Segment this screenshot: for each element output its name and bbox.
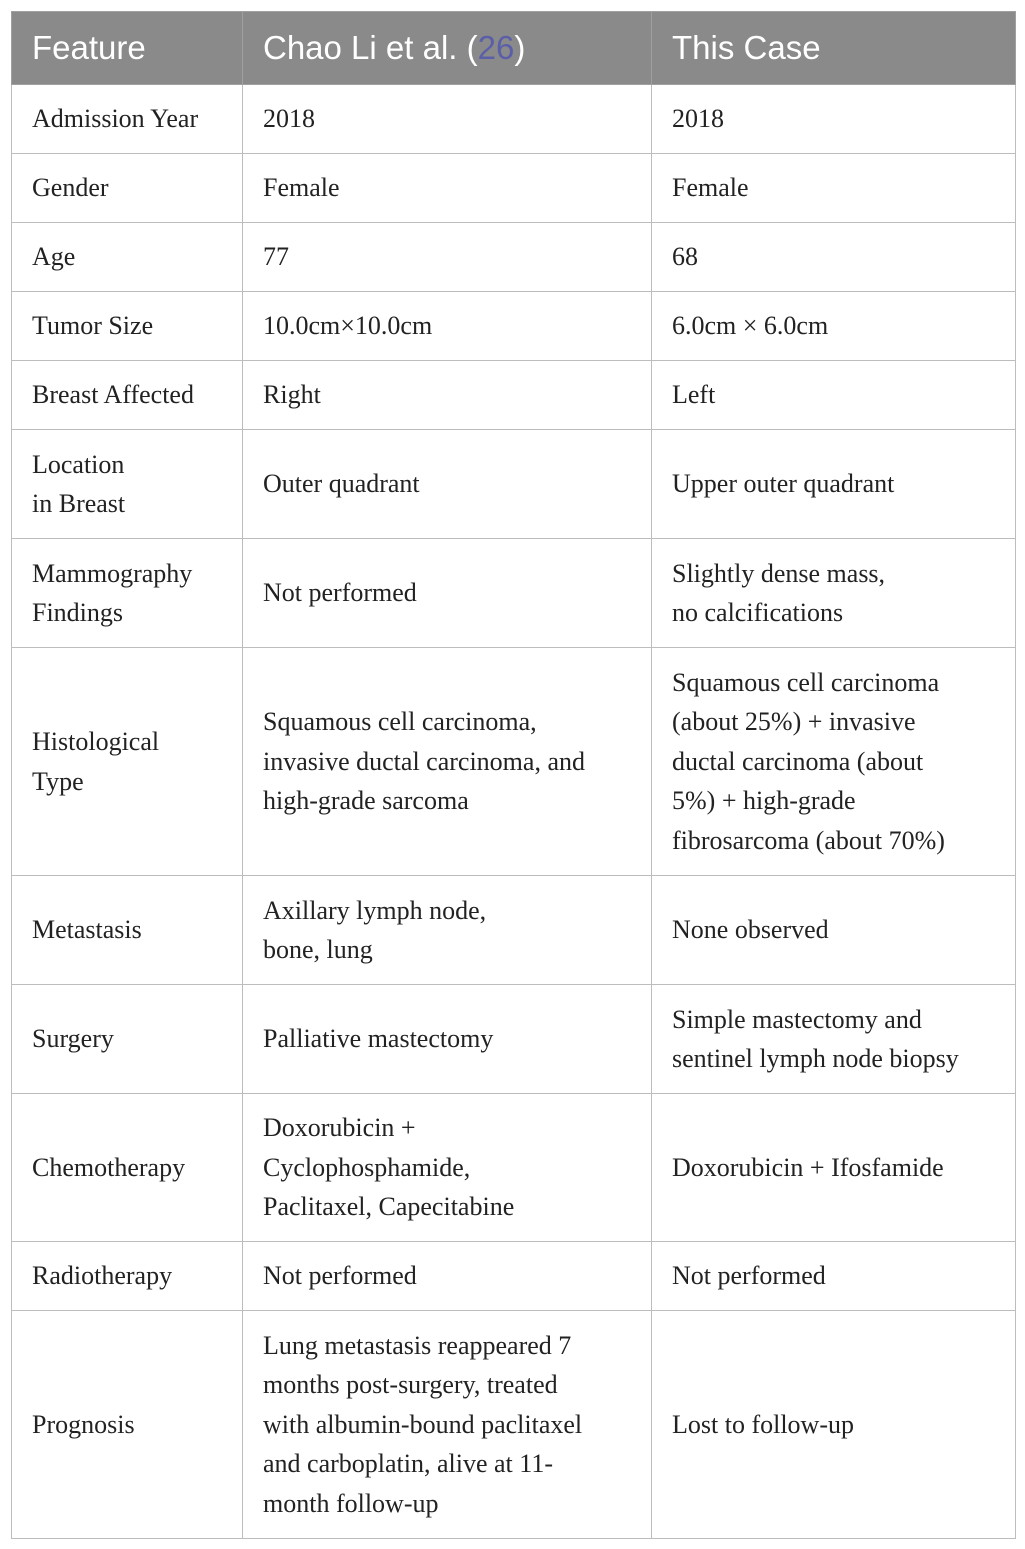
cell-text-line: Cyclophosphamide, (263, 1152, 471, 1182)
table-row (12, 85, 1016, 154)
cell-text-line: Chemotherapy (32, 1152, 186, 1182)
cell-text-line: Doxorubicin + Ifosfamide (672, 1152, 944, 1182)
cell-feature (12, 985, 243, 1094)
cell-text-line: Location (32, 449, 125, 479)
cell-text-line: month follow-up (263, 1488, 439, 1518)
cell-text-line: 68 (672, 242, 698, 272)
cell-feature (12, 1242, 243, 1311)
cell-text-line: 2018 (672, 104, 724, 134)
cell-feature (12, 1311, 243, 1539)
table-row (12, 292, 1016, 361)
cell-text-line: Findings (32, 598, 124, 627)
cell-text-line: 6.0cm × 6.0cm (672, 311, 829, 341)
cell-text-line: Squamous cell carcinoma (672, 667, 940, 697)
cell-feature (12, 292, 243, 361)
cell-text-line: sentinel lymph node biopsy (672, 1044, 959, 1073)
header-feature: Feature (12, 12, 243, 85)
cell-text-line: Metastasis (32, 915, 142, 945)
cell-text-line: Right (263, 380, 321, 410)
cell-text-line: fibrosarcoma (about 70%) (672, 825, 945, 855)
table-row (12, 648, 1016, 876)
cell-text-line: no calcifications (672, 598, 844, 627)
cell-text-line: Not performed (672, 1261, 826, 1291)
cell-text-line: high-grade sarcoma (263, 786, 469, 816)
table-row (12, 361, 1016, 430)
cell-text-line: with albumin-bound paclitaxel (263, 1409, 583, 1439)
cell-study (243, 648, 652, 876)
cell-feature (12, 1094, 243, 1242)
cell-text-line: Mammography (32, 558, 193, 588)
cell-text-line: Tumor Size (32, 311, 154, 341)
cell-text-line: months post-surgery, treated (263, 1370, 558, 1400)
cell-text-line: Left (672, 380, 716, 410)
cell-case (652, 1242, 1016, 1311)
table-row (12, 1094, 1016, 1242)
cell-feature (12, 876, 243, 985)
cell-text-line: Age (32, 242, 76, 272)
table-header-row (12, 12, 1016, 85)
cell-text-line: Radiotherapy (32, 1261, 173, 1291)
cell-text-line: 5%) + high-grade (672, 786, 856, 816)
cell-feature (12, 85, 243, 154)
cell-study (243, 430, 652, 539)
cell-text-line: None observed (672, 915, 829, 945)
comparison-table (11, 11, 1016, 1539)
cell-text-line: 77 (263, 242, 289, 272)
cell-study (243, 1311, 652, 1539)
cell-case (652, 1311, 1016, 1539)
cell-text-line: Female (263, 173, 340, 203)
cell-text-line: Upper outer quadrant (672, 469, 895, 499)
cell-study (243, 361, 652, 430)
cell-study (243, 223, 652, 292)
cell-feature (12, 223, 243, 292)
cell-text-line: invasive ductal carcinoma, and (263, 746, 585, 776)
table-row (12, 539, 1016, 648)
cell-study (243, 1242, 652, 1311)
cell-text-line: Histological (32, 727, 160, 756)
cell-text-line: Doxorubicin + (263, 1113, 416, 1143)
cell-text-line: Not performed (263, 578, 417, 608)
cell-text-line: Squamous cell carcinoma, (263, 707, 537, 737)
cell-case (652, 154, 1016, 223)
cell-feature (12, 430, 243, 539)
cell-case (652, 223, 1016, 292)
cell-text-line: Admission Year (32, 104, 199, 134)
cell-text-line: Slightly dense mass, (672, 558, 886, 588)
cell-case (652, 539, 1016, 648)
cell-text-line: Lost to follow-up (672, 1409, 854, 1439)
cell-study (243, 876, 652, 985)
cell-study (243, 154, 652, 223)
citation-link[interactable]: 26 (477, 29, 515, 66)
cell-case (652, 430, 1016, 539)
cell-case (652, 1094, 1016, 1242)
cell-text-line: Simple mastectomy and (672, 1004, 922, 1034)
header-study-suffix: ) (514, 29, 526, 66)
cell-text-line: and carboplatin, alive at 11- (263, 1449, 553, 1479)
table-row (12, 223, 1016, 292)
cell-text-line: Not performed (263, 1261, 417, 1291)
table-row (12, 154, 1016, 223)
cell-study (243, 292, 652, 361)
cell-case (652, 648, 1016, 876)
cell-text-line: Surgery (32, 1024, 114, 1054)
cell-feature (12, 361, 243, 430)
cell-case (652, 85, 1016, 154)
cell-case (652, 876, 1016, 985)
header-study-prefix: Chao Li et al. ( (263, 29, 478, 66)
header-case: This Case (652, 12, 1016, 85)
cell-study (243, 985, 652, 1094)
cell-text-line: Type (32, 766, 84, 796)
cell-text-line: Paclitaxel, Capecitabine (263, 1192, 515, 1222)
cell-text-line: Outer quadrant (263, 469, 420, 499)
cell-study (243, 1094, 652, 1242)
table-row (12, 430, 1016, 539)
table-row (12, 985, 1016, 1094)
cell-text-line: 10.0cm×10.0cm (263, 311, 433, 341)
cell-text-line: Gender (32, 173, 109, 203)
cell-text-line: in Breast (32, 489, 126, 518)
cell-text-line: ductal carcinoma (about (672, 746, 924, 776)
table-row (12, 1311, 1016, 1539)
cell-text-line: Female (672, 173, 749, 203)
cell-text-line: Breast Affected (32, 380, 194, 410)
cell-feature (12, 539, 243, 648)
cell-text-line: Palliative mastectomy (263, 1024, 494, 1054)
cell-text-line: Lung metastasis reappeared 7 (263, 1330, 572, 1360)
cell-text-line: Axillary lymph node, (263, 895, 487, 925)
cell-text-line: 2018 (263, 104, 315, 134)
cell-text-line: Prognosis (32, 1409, 135, 1439)
cell-text-line: bone, lung (263, 935, 373, 964)
table-row (12, 1242, 1016, 1311)
cell-study (243, 539, 652, 648)
cell-study (243, 85, 652, 154)
table-row (12, 876, 1016, 985)
cell-feature (12, 648, 243, 876)
cell-case (652, 361, 1016, 430)
cell-text-line: (about 25%) + invasive (672, 707, 916, 737)
cell-feature (12, 154, 243, 223)
header-study (243, 12, 652, 85)
cell-case (652, 292, 1016, 361)
cell-case (652, 985, 1016, 1094)
table-body (12, 85, 1016, 1539)
